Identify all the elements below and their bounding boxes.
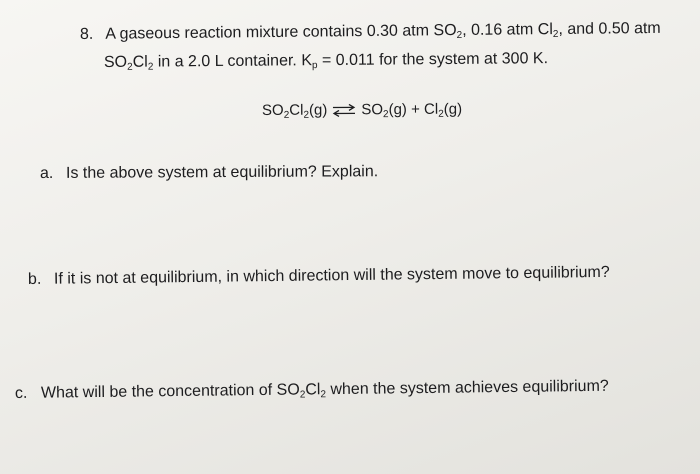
equilibrium-arrows-icon xyxy=(331,103,357,123)
chemical-equation: $SO_2Cl_2(g) SO_2(g) + Cl_2(g)$ xyxy=(262,100,462,126)
part-b-letter: b. xyxy=(27,270,42,288)
part-a-text: Is the above system at equilibrium? Explain. xyxy=(65,163,379,182)
part-b-text: If it is not at equilibrium, in which direction will the system move to equilibrium? xyxy=(53,263,610,288)
part-b xyxy=(28,263,610,290)
part-c: c. What will be the concentration of $SO_2Cl_2$ when the system achieves equilibrium? xyxy=(14,377,609,402)
part-c-letter: c. xyxy=(14,384,28,402)
question-8-line-2: $SO_2Cl_2$ in a 2.0 L container. $K_p = 0.011$ for the system at 300 K. xyxy=(103,50,549,73)
part-a xyxy=(40,162,378,184)
question-number: 8. xyxy=(79,25,94,43)
part-a-letter: a. xyxy=(39,164,54,182)
question-8-line-1: 8. A gaseous reaction mixture contains 0.30 atm $SO_2$, 0.16 atm $Cl_2$, and 0.50 atm xyxy=(79,19,661,43)
